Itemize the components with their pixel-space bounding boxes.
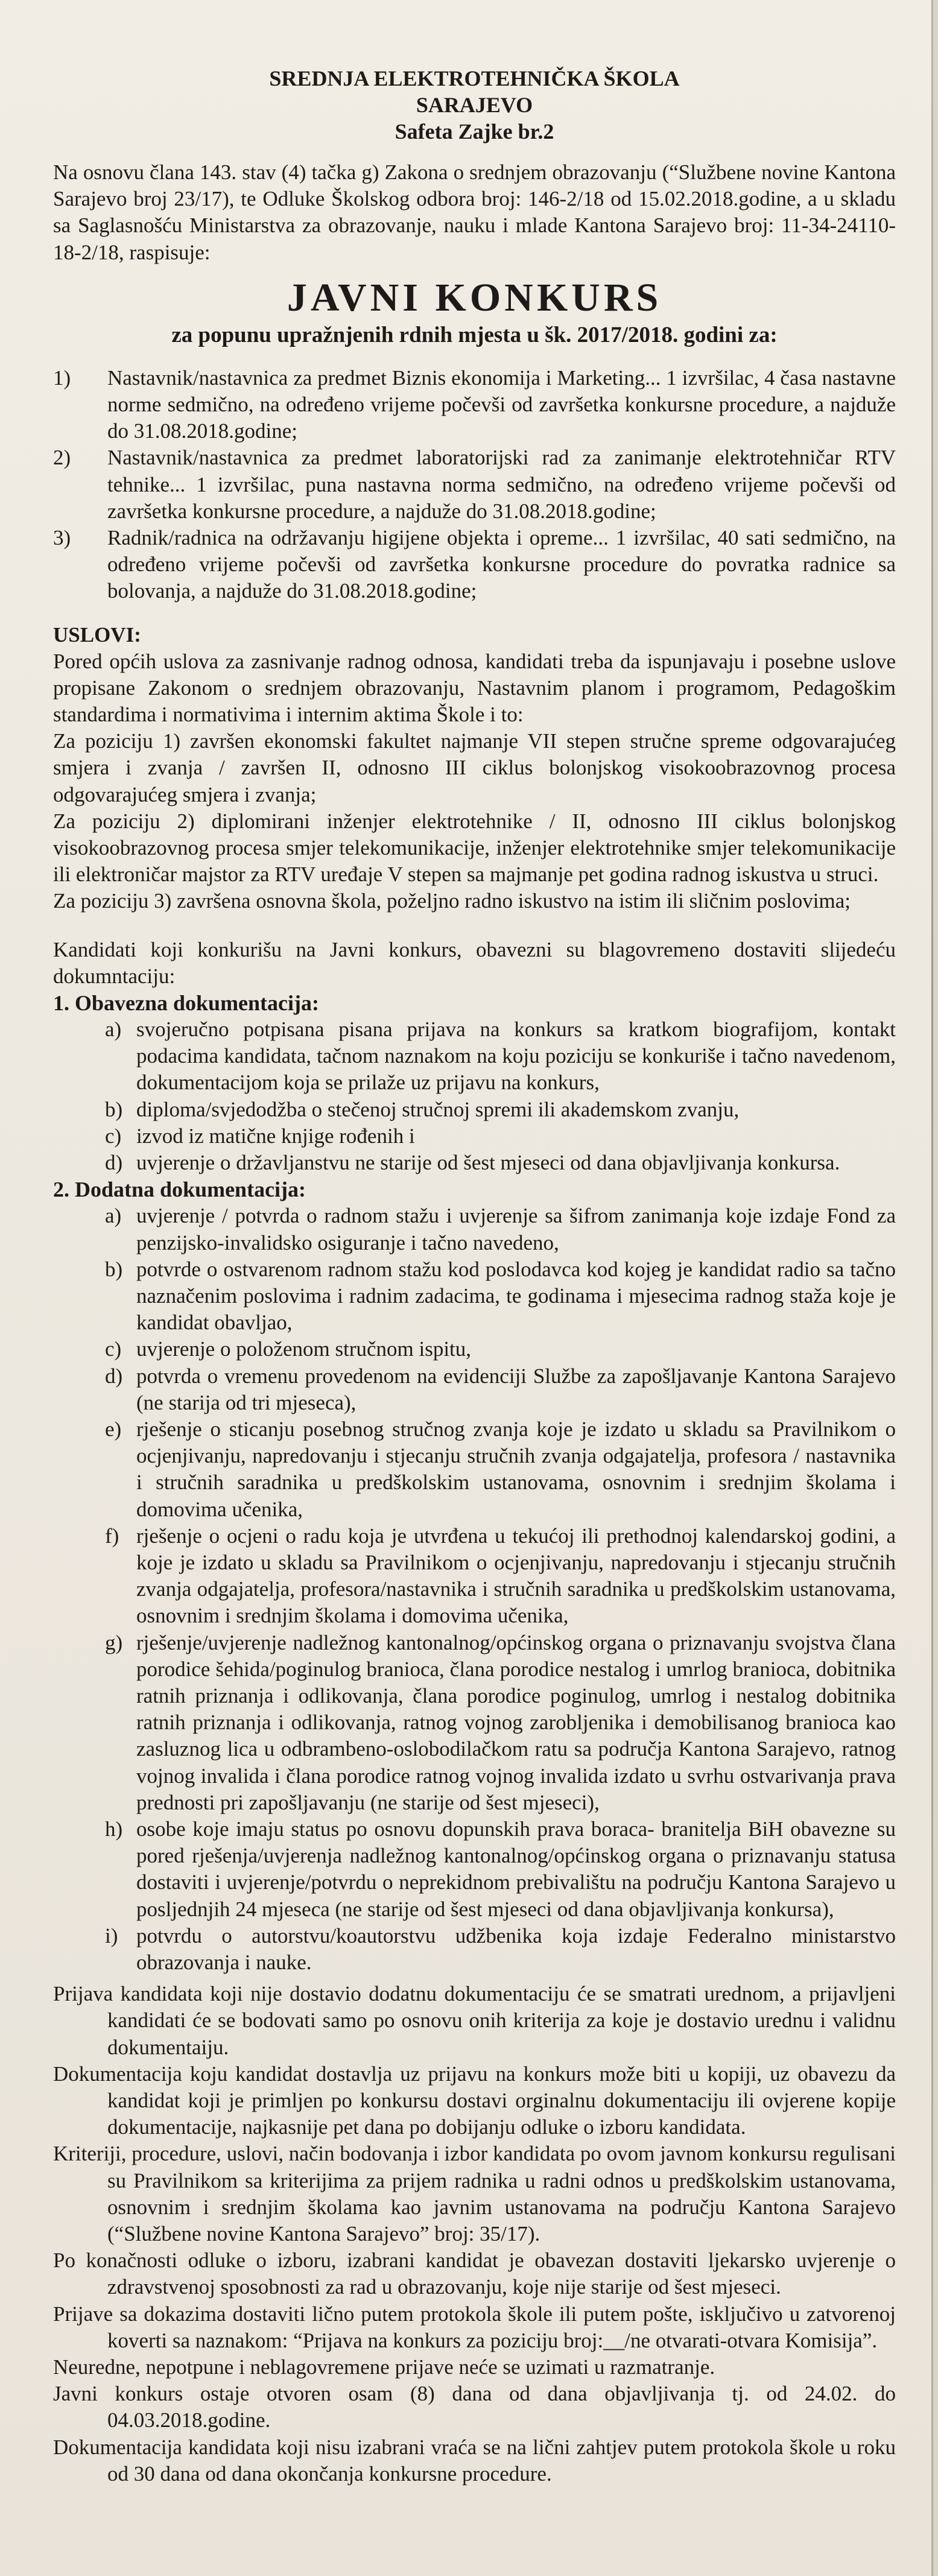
conditions-position-3: Za poziciju 3) završena osnovna škola, poželjno radno iskustvo na istim ili sličnim poslovima; — [53, 889, 851, 913]
documents-intro: Kandidati koji konkurišu na Javni konkurs, obavezni su blagovremeno dostaviti slijedeću dokumntaciju: — [53, 937, 896, 988]
position-text: Nastavnik/nastavnica za predmet Biznis ekonomija i Marketing... 1 izvršilac, 4 časa nastavne norme sedmično, na određeno vrijeme počevši od završetka konkursne procedure, a najduže do 31.08.2018.godine; — [107, 366, 896, 443]
position-text: Radnik/radnica na održavanju higijene objekta i opreme... 1 izvršilac, 40 sati sedmično, na određeno vrijeme počevši od završetka konkursne procedure do povratka radnice sa bolovanja, a najduže do 31.08.2018.godine; — [107, 526, 896, 603]
notice-subtitle: za popunu upražnjenih rdnih mjesta u šk. 2017/2018. godini za: — [171, 322, 778, 347]
item-letter: b) — [105, 1257, 123, 1281]
page-edge-line — [931, 0, 933, 2576]
page-edge-shadow — [933, 0, 938, 2576]
additional-docs-heading: 2. Dodatna dokumentacija: — [53, 1177, 306, 1202]
item-text: uvjerenje / potvrda o radnom stažu i uvjerenje sa šifrom zanimanja koje izdaje Fond za penzijsko-invalidsko osiguranje i tačno navedeno, — [136, 1204, 896, 1255]
conditions-intro: Pored općih uslova za zasnivanje radnog odnosa, kandidati treba da ispunjavaju i posebne uslove propisane Zakonom o srednjem obrazovanju, Nastavnim planom i programom, Pedagoškim standardima i normativima i internim aktima Škole i to: — [53, 649, 896, 727]
list-item — [53, 1816, 896, 1923]
list-item — [53, 1203, 896, 1256]
list-item — [53, 1363, 896, 1416]
item-text: uvjerenje o položenom stručnom ispitu, — [136, 1337, 472, 1361]
position-item — [53, 365, 896, 445]
closing-paragraph: Neuredne, nepotpune i neblagovremene prijave neće se uzimati u razmatranje. — [53, 2355, 715, 2379]
item-text: potvrde o ostvarenom radnom stažu kod poslodavca kod kojeg je kandidat radio sa tačno naznačenim poslovima i radnim zadacima, te godinama i mjesecima radnog staža koje je kandidat obavljao, — [136, 1257, 896, 1335]
item-text: rješenje o ocjeni o radu koja je utvrđena u tekućoj ili prethodnoj kalendarskoj godini, a koje je izdato u skladu sa Pravilnikom o ocjenjivanju, napredovanju i stjecanju stručnih zvanja odgajatelja, profesora/nastavnika i stručnih saradnika u predškolskim ustanovama, osnovnim i srednjim školama i domovima učenika, — [136, 1524, 896, 1628]
item-letter: d) — [105, 1151, 123, 1175]
item-text: svojeručno potpisana pisana prijava na konkurs sa kratkom biografijom, kontakt podacima kandidata, tačnom naznakom na koju poziciju se konkuriše i tačno navedenom, dokumentacijom koja se prilaže uz prijavu na konkurs, — [136, 1017, 896, 1095]
item-text: diploma/svjedodžba o stečenoj stručnoj spremi ili akademskom zvanju, — [136, 1097, 740, 1121]
spacer — [53, 915, 896, 937]
item-text: rješenje o sticanju posebnog stručnog zvanja koje je izdato u skladu sa Pravilnikom o ocjenjivanju, napredovanju i stjecanju stručnih zvanja odgajatelja, profesora / nastavnika i stručnih saradnika u predškolskim ustanovama, osnovnim i srednjim školama i domovima učenika, — [136, 1417, 896, 1521]
item-letter: e) — [105, 1417, 122, 1441]
item-letter: f) — [105, 1524, 119, 1548]
item-letter: a) — [105, 1204, 122, 1228]
item-letter: g) — [105, 1630, 123, 1654]
item-letter: a) — [105, 1017, 122, 1042]
conditions-position-2: Za poziciju 2) diplomirani inženjer elektrotehnike / II, odnosno III ciklus bolonjskog visokoobrazovnog procesa smjer telekomunikacije, inženjer elektrotehnike smjer telekomunikacije ili elektroničar majstor za RTV uređaje V stepen sa majmanje pet godina radnog iskustva u struci. — [53, 809, 896, 887]
mandatory-docs-heading: 1. Obavezna dokumentacija: — [53, 991, 319, 1016]
position-number: 3) — [53, 526, 71, 550]
school-name: SREDNJA ELEKTROTEHNIČKA ŠKOLA — [269, 66, 680, 90]
list-item — [53, 1336, 896, 1362]
list-item — [53, 1416, 896, 1523]
list-item — [53, 1016, 896, 1097]
school-address: Safeta Zajke br.2 — [395, 119, 554, 144]
item-letter: c) — [105, 1124, 122, 1148]
position-number: 1) — [53, 366, 71, 390]
item-text: osobe koje imaju status po osnovu dopunskih prava boraca- branitelja BiH obavezne su pored rješenja/uvjerenja nadležnog kantonalnog/općinskog organa o priznavanju statusa dostaviti i uvjerenje/potvrdu o neprekidnom prebivalištu na području Kantona Sarajevo u posljednjih 24 mjeseca (ne starije od šest mjeseci od dana objavljivanja konkursa), — [136, 1817, 896, 1921]
positions-list — [53, 365, 896, 605]
list-item — [53, 1097, 896, 1123]
item-text: potvrda o vremenu provedenom na evidenciji Službe za zapošljavanje Kantona Sarajevo (ne starija od tri mjeseca), — [136, 1364, 896, 1414]
list-item — [53, 1150, 896, 1176]
notice-title: JAVNI KONKURS — [287, 275, 662, 320]
position-item — [53, 445, 896, 525]
school-city: SARAJEVO — [416, 93, 533, 117]
closing-paragraph: Prijava kandidata koji nije dostavio dodatnu dokumentaciju će se smatrati urednom, a prijavljeni kandidati će se bodovati samo po osnovu onih kriterija za koje je dostavio urednu i validnu dokumentaiju. — [53, 1982, 896, 2059]
position-number: 2) — [53, 446, 71, 470]
list-item — [53, 1256, 896, 1337]
list-item — [53, 1523, 896, 1630]
item-letter: h) — [105, 1817, 123, 1841]
item-text: uvjerenje o državljanstvu ne starije od šest mjeseci od dana objavljivanja konkursa. — [136, 1151, 840, 1175]
position-item — [53, 525, 896, 605]
list-item — [53, 1123, 896, 1150]
list-item — [53, 1923, 896, 1976]
item-letter: d) — [105, 1364, 123, 1388]
closing-paragraph: Kriteriji, procedure, uslovi, način bodovanja i izbor kandidata po ovom javnom konkursu regulisani su Pravilnikom sa kriterijima za prijem radnika u radni odnos u predškolskim ustanovama, osnovnim i srednjim školama kao javnim ustanovama na području Kantona Sarajevo (“Službene novine Kantona Sarajevo” broj: 35/17). — [53, 2142, 896, 2246]
position-text: Nastavnik/nastavnica za predmet laboratorijski rad za zanimanje elektrotehničar RTV tehnike... 1 izvršilac, puna nastavna norma sedmično, na određeno vrijeme počevši od završetka konkursne procedure, a najduže do 31.08.2018.godine; — [107, 446, 896, 523]
closing-paragraph: Dokumentacija koju kandidat dostavlja uz prijavu na konkurs može biti u kopiji, uz obavezu da kandidat koji je primljen po konkursu dostavi orginalnu dokumentaciju ili ovjerene kopije dokumentacije, najkasnije pet dana po dobijanju odluke o izboru kandidata. — [53, 2062, 896, 2139]
conditions-position-1: Za poziciju 1) završen ekonomski fakultet najmanje VII stepen stručne spreme odgovarajućeg smjera i zvanja / završen II, odnosno III ciklus bolonjskog visokoobrazovnog procesa odgovarajućeg smjera i zvanja; — [53, 729, 896, 806]
item-letter: i) — [105, 1923, 118, 1948]
additional-docs-list — [53, 1203, 896, 1976]
closing-paragraph: Prijave sa dokazima dostaviti lično putem protokola škole ili putem pošte, isključivo u zatvorenoj koverti sa naznakom: “Prijava na konkurs za poziciju broj:__/ne otvarati-otvara Komisija”. — [53, 2302, 896, 2352]
item-text: izvod iz matične knjige rođenih i — [136, 1124, 415, 1148]
mandatory-docs-list — [53, 1016, 896, 1176]
closing-paragraph: Javni konkurs ostaje otvoren osam (8) dana od dana objavljivanja tj. od 24.02. do 04.03.2018.godine. — [53, 2382, 896, 2432]
closing-paragraph: Dokumentacija kandidata koji nisu izabrani vraća se na lični zahtjev putem protokola škole u roku od 30 dana od dana okončanja konkursne procedure. — [53, 2435, 896, 2486]
item-text: potvrdu o autorstvu/koautorstvu udžbenika koja izdaje Federalno ministarstvo obrazovanja i nauke. — [136, 1923, 896, 1974]
intro-paragraph: Na osnovu člana 143. stav (4) tačka g) Zakona o srednjem obrazovanju (“Službene novine Kantona Sarajevo broj 23/17), te Odluke Školskog odbora broj: 146-2/18 od 15.02.2018.godine, a u skladu sa Saglasnošću Ministarstva za obrazovanje, nauku i mlade Kantona Sarajevo broj: 11-34-24110-18-2/18, raspisuje: — [53, 160, 896, 264]
closing-paragraph: Po konačnosti odluke o izboru, izabrani kandidat je obavezan dostaviti ljekarsko uvjerenje o zdravstvenoj sposobnosti za rad u obrazovanju, koje nije starije od šest mjeseci. — [53, 2248, 896, 2299]
list-item — [53, 1630, 896, 1816]
item-letter: b) — [105, 1097, 123, 1121]
item-text: rješenje/uvjerenje nadležnog kantonalnog/općinskog organa o priznavanju svojstva člana porodice šehida/poginulog branioca, člana porodice nestalog i umrlog branioca, dobitnika ratnih priznanja i odlikovanja, člana porodice poginulog, umrlog i nestalog dobitnika ratnih priznanja i odlikovanja, ratnog vojnog zarobljenika i demobilisanog branioca kao zasluznog lica u odbrambeno-oslobodilačkom ratu sa područja Kantona Sarajevo, ratnog vojnog invalida i člana porodice ratnog vojnog invalida izdato u svrhu ostvarivanja prava prednosti pri zapošljavanju (ne starije od šest mjeseci), — [136, 1630, 896, 1814]
item-letter: c) — [105, 1337, 122, 1361]
conditions-heading: USLOVI: — [53, 622, 141, 647]
